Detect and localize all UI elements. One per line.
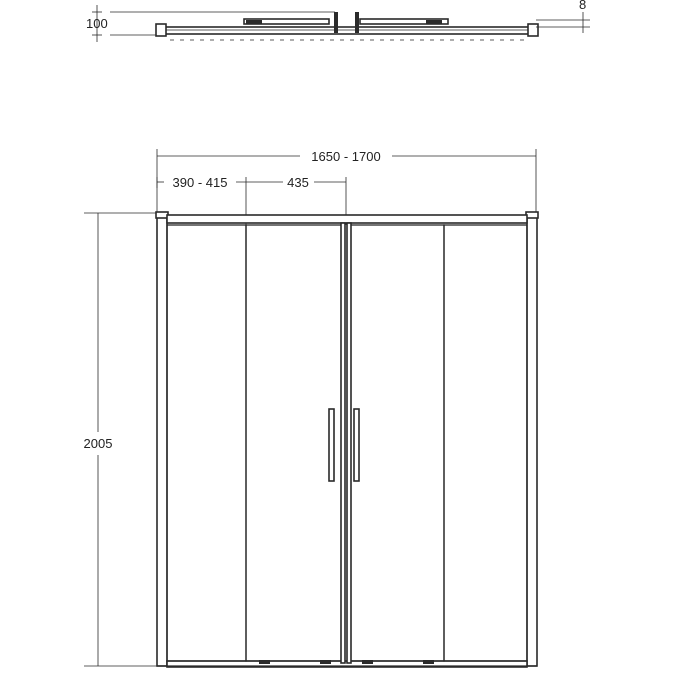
- fixed-panel-left: [167, 225, 246, 661]
- door-handle-right[interactable]: [354, 409, 359, 481]
- meeting-profile-right: [347, 223, 351, 663]
- fixed-panel-right: [444, 225, 527, 661]
- plan-profile-label: 8: [579, 0, 587, 12]
- plan-view: [86, 0, 590, 42]
- door-handle-left[interactable]: [329, 409, 334, 481]
- meeting-profile-left: [341, 223, 345, 663]
- door-width-label: 435: [287, 175, 309, 190]
- bottom-roller-4: [423, 660, 434, 664]
- overall-width-label: 1650 - 1700: [311, 149, 381, 164]
- plan-wall-post-left: [156, 24, 166, 36]
- sliding-door-right: [348, 225, 444, 661]
- bottom-roller-3: [362, 660, 373, 664]
- plan-roller-2: [426, 20, 442, 24]
- height-label: 2005: [83, 436, 113, 451]
- plan-handle-left: [334, 12, 338, 33]
- plan-depth-label: 100: [86, 16, 108, 31]
- bottom-roller-2: [320, 660, 331, 664]
- elevation-view: [84, 149, 538, 667]
- plan-roller-1: [246, 20, 262, 24]
- fixed-panel-width-label: 390 - 415: [172, 175, 228, 190]
- plan-wall-post-right: [528, 24, 538, 36]
- bottom-roller-1: [259, 660, 270, 664]
- top-rail: [167, 215, 527, 223]
- plan-handle-right: [355, 12, 359, 33]
- plan-track: [158, 27, 536, 34]
- wall-profile-left: [157, 213, 167, 666]
- wall-profile-right: [527, 213, 537, 666]
